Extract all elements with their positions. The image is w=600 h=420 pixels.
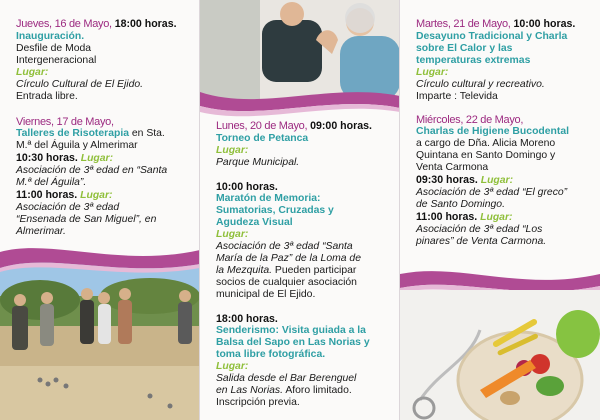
panel-middle: [200, 0, 400, 420]
event-time: 09:00 horas.: [310, 120, 372, 132]
event-place: de Santo Domingo.: [416, 199, 505, 210]
event-place: Asociación de 3ª edad: [16, 202, 120, 213]
lugar-label: Lugar:: [80, 153, 114, 164]
event-title: temperaturas extremas: [416, 55, 531, 66]
event-place: la Mezquita.: [216, 265, 273, 276]
event-place: Asociación de 3ª edad “Santa: [216, 241, 353, 252]
lugar-label: Lugar:: [416, 67, 449, 78]
event-title: toma libre fotográfica.: [216, 349, 326, 360]
event-line: Desfile de Moda: [16, 43, 92, 54]
event-title: Balsa del Sapo en Las Norias y: [216, 337, 370, 348]
event-title: Agudeza Visual: [216, 217, 293, 228]
day-heading: Viernes, 17 de Mayo,: [16, 116, 114, 128]
event-title: Charlas de Higiene Bucodental: [416, 126, 570, 137]
event-title: Talleres de Risoterapia: [16, 128, 129, 139]
event-time: 10:00 horas.: [513, 18, 576, 30]
event-place: “Ensenada de San Miguel”, en: [16, 214, 157, 225]
event-time: 11:00 horas.: [416, 211, 478, 223]
event-note: Inscripción previa.: [216, 397, 300, 408]
event-title: Desayuno Tradicional y Charla: [416, 31, 568, 42]
event-place: Salida desde el Bar Berenguel: [216, 373, 357, 384]
event-place: pinares” de Venta Carmona.: [416, 236, 547, 247]
lugar-label: Lugar:: [216, 361, 249, 372]
event-risoterapia: [16, 116, 192, 238]
event-title: Inauguración.: [16, 31, 85, 42]
event-place: Círculo Cultural de El Ejido.: [16, 79, 144, 90]
event-line: a cargo de Dña. Alicia Moreno: [416, 138, 556, 149]
event-place: Asociación de 3ª edad “Los: [416, 224, 543, 235]
event-time: 10:00 horas.: [216, 181, 278, 193]
petanca-photo: [0, 256, 200, 420]
event-inauguracion: [16, 18, 192, 103]
event-time: 18:00 horas.: [114, 18, 177, 30]
event-note: Aforo limitado.: [285, 385, 352, 396]
event-place: Asociación de 3ª edad “El greco”: [416, 187, 568, 198]
event-note: municipal de El Ejido.: [216, 289, 316, 300]
lugar-label: Lugar:: [480, 175, 514, 186]
event-note: Entrada libre.: [16, 91, 78, 102]
event-line: Venta Carmona: [416, 162, 489, 173]
day-heading: Lunes, 20 de Mayo,: [216, 120, 308, 132]
event-place: Almerimar.: [16, 226, 66, 237]
event-note: socios de cualquier asociación: [216, 277, 357, 288]
lugar-label: Lugar:: [216, 145, 249, 156]
event-time: 18:00 horas.: [216, 313, 278, 325]
event-line: Intergeneracional: [16, 55, 97, 66]
wave-decoration: [0, 238, 200, 278]
event-place: Parque Municipal.: [216, 157, 300, 168]
event-title: Sumatorias, Cruzadas y: [216, 205, 334, 216]
event-maraton-memoria: [216, 181, 392, 301]
event-senderismo: [216, 313, 392, 409]
event-place: María de la Paz” de la Loma de: [216, 253, 361, 264]
event-time: 09:30 horas.: [416, 174, 478, 186]
event-petanca: [216, 120, 392, 169]
event-place: en Las Norias.: [216, 385, 283, 396]
day-heading: Miércoles, 22 de Mayo,: [416, 114, 524, 126]
event-time: 11:00 horas.: [16, 189, 78, 201]
healthy-food-photo: [400, 290, 600, 420]
lugar-label: Lugar:: [16, 67, 49, 78]
event-place: Círculo cultural y recreativo.: [416, 79, 545, 90]
day-heading: Jueves, 16 de Mayo,: [16, 18, 112, 30]
event-note: Imparte : Televida: [416, 91, 498, 102]
event-higiene: [416, 114, 594, 248]
lugar-label: Lugar:: [216, 229, 249, 240]
event-line: en Sta.: [131, 128, 165, 139]
event-title: Torneo de Petanca: [216, 133, 309, 144]
event-place: M.ª del Águila”.: [16, 177, 87, 188]
lugar-label: Lugar:: [80, 190, 113, 201]
event-note: Pueden participar: [274, 265, 357, 276]
event-title: Senderismo: Visita guiada a la: [216, 325, 366, 336]
event-line: Quintana en Santo Domingo y: [416, 150, 556, 161]
day-heading: Martes, 21 de Mayo,: [416, 18, 511, 30]
event-title: sobre El Calor y las: [416, 43, 513, 54]
event-desayuno: [416, 18, 594, 103]
event-line: M.ª del Águila y Almerimar: [16, 140, 138, 151]
panel-right: [400, 0, 600, 420]
lugar-label: Lugar:: [480, 212, 513, 223]
wave-decoration: [200, 82, 400, 122]
panel-left: [0, 0, 200, 420]
event-time: 10:30 horas.: [16, 152, 78, 164]
event-place: Asociación de 3ª edad en “Santa: [16, 165, 168, 176]
event-title: Maratón de Memoria:: [216, 193, 321, 204]
